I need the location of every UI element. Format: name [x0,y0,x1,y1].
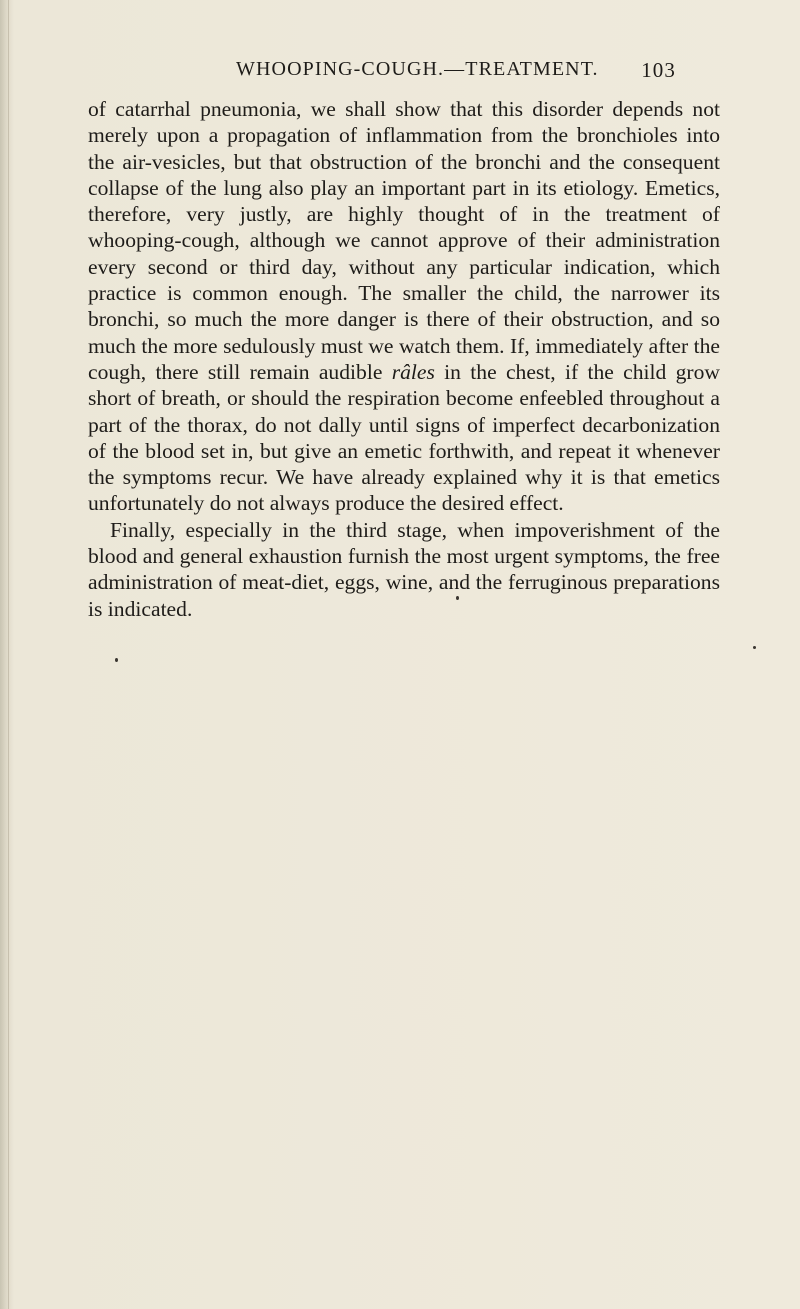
italic-term-rales: râles [391,359,435,384]
page-number: 103 [641,58,676,82]
paragraph-1 [88,96,720,517]
ink-speck [753,646,756,649]
paragraph-2: Finally, especially in the third stage, when impoverishment of the blood and general exhaustion furnish the most urgent symptoms, the free administration of meat-diet, eggs, wine, and the ferruginous preparations is indicated. [88,517,720,621]
paragraph-1-text-a: of catarrhal pneumonia, we shall show that this disorder depends not merely upon a propagation of inflammation from the bronchioles into the air-vesicles, but that obstruction of the bronchi and the consequent collapse of the lung also play an important part in its etiology. Emetics, therefore, very justly, are highly thought of in the treatment of whooping-cough, although we cannot approve of their administration every second or third day, without any particular indication, which practice is common enough. The smaller the child, the narrower its bronchi, so much the more danger is there of their obstruction, and so much the more sedulously must we watch them. If, immediately after the cough, there still remain audible [88,97,720,384]
paragraph-1-text-b: in the chest, if the child grow short of breath, or should the respiration become enfeebled throughout a part of the thorax, do not dally until signs of imperfect decarbonization of the blood set in, but give an emetic forthwith, and repeat it whenever the symptoms recur. We have already explained why it is that emetics unfortunately do not always produce the desired effect. [88,359,720,516]
ink-speck [115,658,118,662]
running-head [236,58,676,86]
chapter-heading: WHOOPING-COUGH.—TREATMENT. [236,58,599,80]
ink-speck [456,596,459,600]
body-text [88,96,720,622]
page-gutter-edge [8,0,9,1309]
